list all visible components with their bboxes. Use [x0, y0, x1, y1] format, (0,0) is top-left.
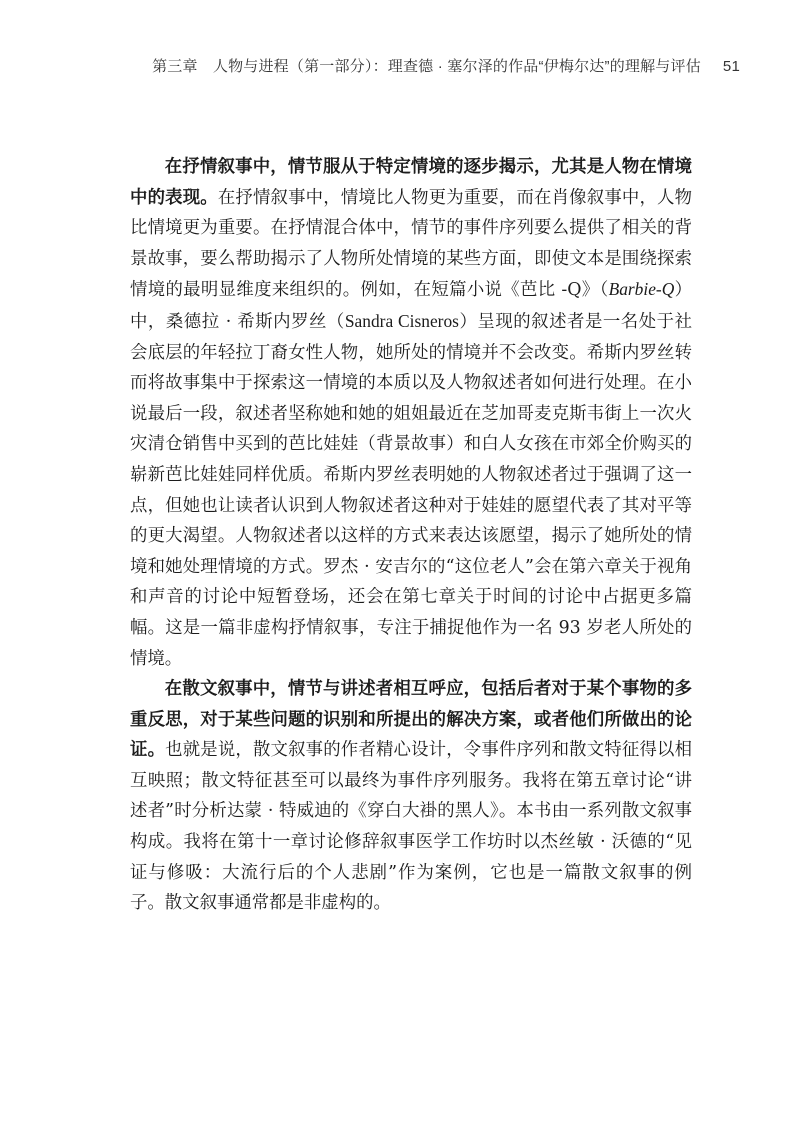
paragraph-text: 也就是说，散文叙事的作者精心设计，令事件序列和散文特征得以相互映照；散文特征甚至可以最终为事件序列服务。我将在第五章讨论“讲述者”时分析达蒙 · 特威迪的《穿白大褂的黑人》。本书由一系列散文叙事构成。我将在第十一章讨论修辞叙事医学工作坊时以杰丝敏 · 沃德的“见证与修吸：大流行后的个人悲剧”作为案例，它也是一篇散文叙事的例子。散文叙事通常都是非虚构的。 — [130, 740, 692, 914]
body-text — [130, 152, 692, 919]
paragraph-text: ）呈现的叙述者是一名处于社会底层的年轻拉丁裔女性人物，她所处的情境并不会改变。希斯内罗丝转而将故事集中于探索这一情境的本质以及人物叙述者如何进行处理。在小说最后一段，叙述者坚称她和她的姐姐最近在芝加哥麦克斯韦街上一次火灾清仓销售中买到的芭比娃娃（背景故事）和白人女孩在市郊全价购买的崭新芭比娃娃同样优质。希斯内罗丝表明她的人物叙述者过于强调了这一点，但她也让读者认识到人物叙述者这种对于娃娃的愿望代表了其对平等的更大渴望。人物叙述者以这样的方式来表达该愿望，揭示了她所处的情境和她处理情境的方式。罗杰 · 安吉尔的“这位老人”会在第六章关于视角和声音的讨论中短暂登场，还会在第七章关于时间的讨论中占据更多篇幅。这是一篇非虚构抒情叙事，专注于捕捉他作为一名 93 岁老人所处的情境。 — [130, 311, 692, 669]
paragraph-essay-narrative — [130, 674, 692, 919]
chapter-title: 第三章 人物与进程（第一部分）：理查德 · 塞尔泽的作品“伊梅尔达”的理解与评估 — [152, 58, 701, 75]
paragraph-text: ）中，桑德拉 · 希斯内罗丝（ — [130, 280, 692, 332]
paragraph-lead: 在散文叙事中，情节与讲述者相互呼应，包括后者对于某个事物的多重反思，对于某些问题的识别和所提出的解决方案，或者他们所做出的论证。 — [130, 679, 692, 761]
paragraph-lyric-narrative — [130, 152, 692, 674]
author-name-latin: Sandra Cisneros — [344, 310, 459, 331]
paragraph-lead: 在抒情叙事中，情节服从于特定情境的逐步揭示，尤其是人物在情境中的表现。 — [130, 157, 692, 208]
work-title-italic: Barbie-Q — [608, 279, 675, 300]
paragraph-text: 在抒情叙事中，情境比人物更为重要，而在肖像叙事中，人物比情境更为重要。在抒情混合体中，情节的事件序列要么提供了相关的背景故事，要么帮助揭示了人物所处情境的某些方面，即使文本是围绕探索情境的最明显维度来组织的。例如，在短篇小说《芭比 -Q》（ — [130, 187, 692, 301]
page-number: 51 — [722, 58, 740, 75]
running-header — [0, 55, 740, 76]
